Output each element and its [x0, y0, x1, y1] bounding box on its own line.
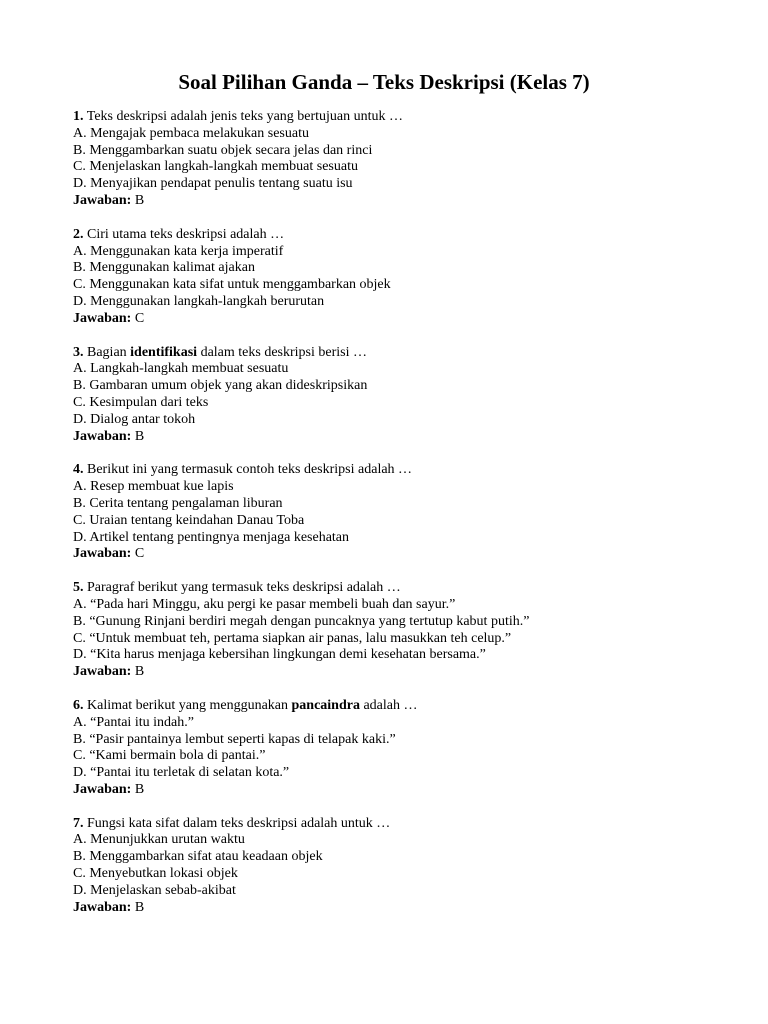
question-number: 1. [73, 109, 84, 124]
stem-text: Teks deskripsi adalah jenis teks yang bertujuan untuk … [86, 109, 404, 124]
answer-line [73, 546, 768, 563]
option-a: A. “Pada hari Minggu, aku pergi ke pasar membeli buah dan sayur.” [73, 596, 456, 612]
option-b: B. Cerita tentang pengalaman liburan [73, 495, 283, 511]
question-stem [73, 698, 768, 715]
answer-value: B [134, 428, 145, 444]
question-stem [73, 109, 768, 126]
option-d: D. “Pantai itu terletak di selatan kota.” [73, 765, 290, 781]
question-stem [73, 227, 768, 244]
question-4 [73, 462, 768, 563]
answer-label: Jawaban: [73, 310, 132, 326]
option-d: D. Menyajikan pendapat penulis tentang suatu isu [73, 176, 353, 192]
option-d: D. “Kita harus menjaga kebersihan lingkungan demi kesehatan bersama.” [73, 647, 486, 663]
option-c: C. Uraian tentang keindahan Danau Toba [73, 512, 305, 528]
option-c: C. Menyebutkan lokasi objek [73, 866, 238, 882]
question-2 [73, 227, 768, 328]
answer-line [73, 782, 768, 799]
stem-keyword: pancaindra [291, 697, 360, 713]
stem-keyword: identifikasi [130, 344, 198, 360]
option-b: B. Gambaran umum objek yang akan dideskripsikan [73, 378, 368, 394]
answer-label: Jawaban: [73, 781, 132, 797]
stem-text: Bagian [87, 344, 131, 360]
option-a: A. Menggunakan kata kerja imperatif [73, 243, 284, 259]
answer-label: Jawaban: [73, 546, 132, 562]
option-a: A. Mengajak pembaca melakukan sesuatu [73, 125, 309, 141]
option-d: D. Menjelaskan sebab-akibat [73, 882, 236, 898]
option-a: A. Langkah-langkah membuat sesuatu [73, 361, 289, 377]
stem-text: Ciri utama teks deskripsi adalah … [87, 226, 285, 242]
question-stem [73, 462, 768, 479]
question-3 [73, 345, 768, 446]
answer-line [73, 664, 768, 681]
answer-line [73, 193, 768, 210]
answer-label: Jawaban: [73, 664, 132, 680]
stem-text: Fungsi kata sifat dalam teks deskripsi adalah untuk … [87, 815, 391, 831]
answer-value: C [134, 310, 145, 326]
question-stem [73, 345, 768, 362]
option-d: D. Dialog antar tokoh [73, 411, 196, 427]
question-number: 2. [73, 226, 84, 242]
question-stem [73, 580, 768, 597]
question-number: 7. [73, 815, 84, 831]
question-6 [73, 698, 768, 799]
answer-value: B [134, 664, 145, 680]
option-c: C. Menjelaskan langkah-langkah membuat sesuatu [73, 159, 358, 175]
answer-line [73, 429, 768, 446]
answer-line [73, 900, 768, 917]
option-c: C. “Kami bermain bola di pantai.” [73, 748, 266, 764]
option-b: B. Menggunakan kalimat ajakan [73, 260, 255, 276]
option-a: A. Resep membuat kue lapis [73, 479, 234, 495]
answer-value: B [134, 781, 145, 797]
question-1 [73, 109, 768, 210]
question-5 [73, 580, 768, 681]
answer-value: C [134, 546, 145, 562]
option-d: D. Artikel tentang pentingnya menjaga kesehatan [73, 529, 350, 545]
option-b: B. Menggambarkan sifat atau keadaan objek [73, 849, 323, 865]
stem-text: Berikut ini yang termasuk contoh teks deskripsi adalah … [87, 462, 413, 478]
question-7 [73, 816, 768, 917]
option-a: A. “Pantai itu indah.” [73, 714, 194, 730]
stem-text: Kalimat berikut yang menggunakan [87, 697, 292, 713]
option-b: B. “Gunung Rinjani berdiri megah dengan puncaknya yang tertutup kabut putih.” [73, 613, 530, 629]
stem-text-after: adalah … [359, 697, 418, 713]
answer-value: B [134, 192, 145, 208]
option-d: D. Menggunakan langkah-langkah berurutan [73, 293, 325, 309]
question-number: 5. [73, 580, 84, 596]
option-c: C. “Untuk membuat teh, pertama siapkan air panas, lalu masukkan teh celup.” [73, 630, 512, 646]
stem-text: Paragraf berikut yang termasuk teks deskripsi adalah … [87, 580, 401, 596]
answer-value: B [134, 899, 145, 915]
option-b: B. Menggambarkan suatu objek secara jelas dan rinci [73, 142, 373, 158]
option-a: A. Menunjukkan urutan waktu [73, 832, 245, 848]
stem-text-after: dalam teks deskripsi berisi … [197, 344, 367, 360]
answer-line [73, 311, 768, 328]
question-stem [73, 816, 768, 833]
page-title: Soal Pilihan Ganda – Teks Deskripsi (Kelas 7) [178, 70, 590, 94]
question-number: 6. [73, 697, 84, 713]
question-number: 3. [73, 344, 84, 360]
answer-label: Jawaban: [73, 899, 132, 915]
option-c: C. Kesimpulan dari teks [73, 394, 209, 410]
answer-label: Jawaban: [73, 192, 132, 208]
answer-label: Jawaban: [73, 428, 132, 444]
option-b: B. “Pasir pantainya lembut seperti kapas di telapak kaki.” [73, 731, 396, 747]
question-number: 4. [73, 462, 84, 478]
option-c: C. Menggunakan kata sifat untuk menggambarkan objek [73, 277, 391, 293]
